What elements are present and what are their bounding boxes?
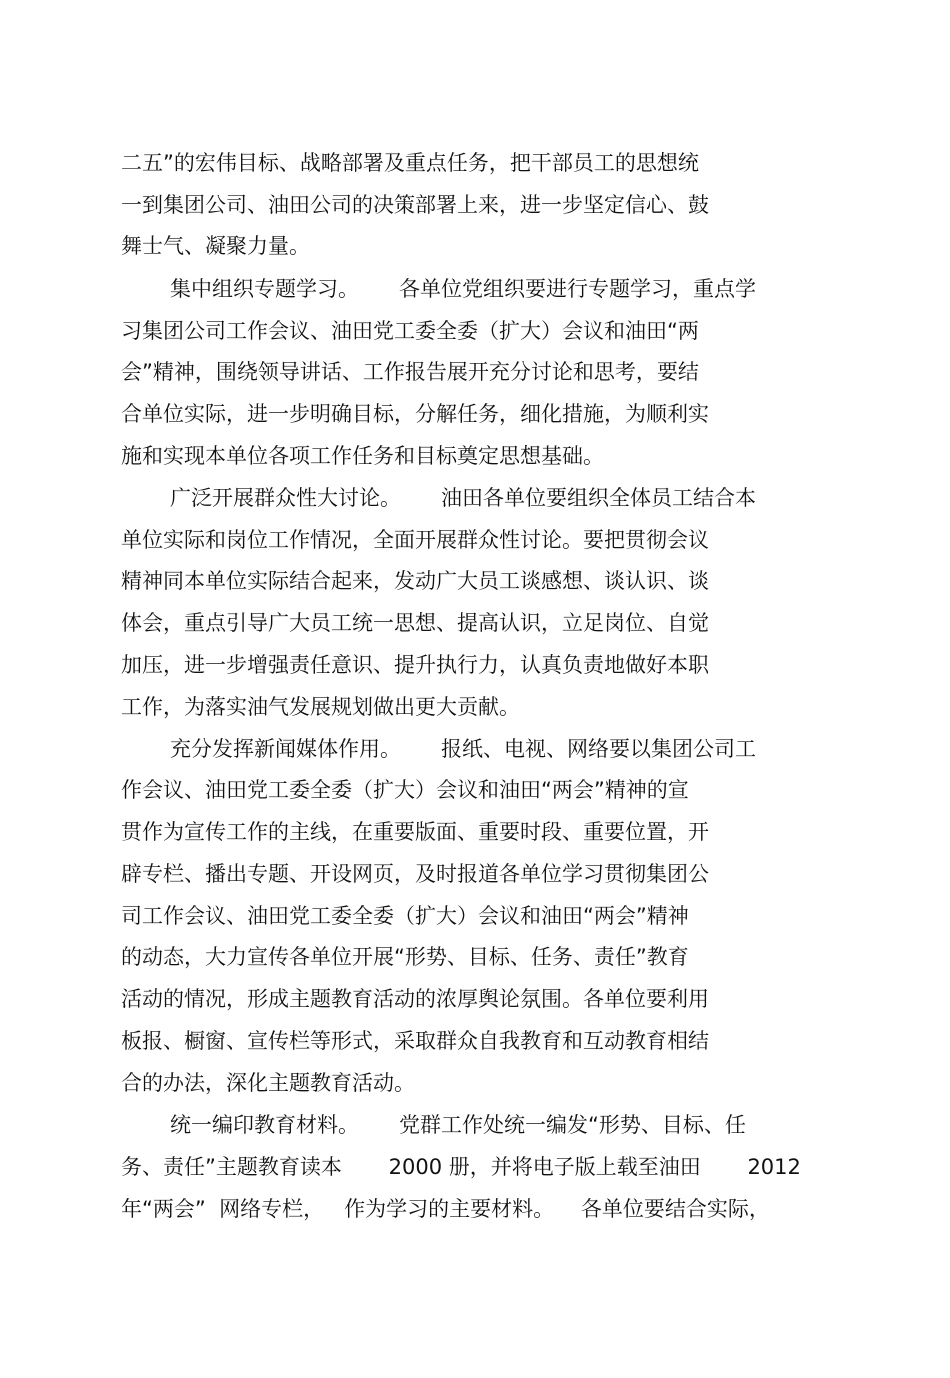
paragraph-heading-line: 充分发挥新闻媒体作用。 报纸、电视、网络要以集团公司工 [170,737,757,761]
text-line: 司工作会议、油田党工委全委（扩大）会议和油田“两会”精神 [121,904,689,928]
text-line: 辟专栏、播出专题、开设网页，及时报道各单位学习贯彻集团公 [121,862,709,886]
paragraph-heading-line: 广泛开展群众性大讨论。 油田各单位要组织全体员工结合本 [170,486,757,510]
text-line: 单位实际和岗位工作情况，全面开展群众性讨论。要把贯彻会议 [121,528,709,552]
text-line: 贯作为宣传工作的主线，在重要版面、重要时段、重要位置，开 [121,820,709,844]
text-line: 一到集团公司、油田公司的决策部署上来，进一步坚定信心、鼓 [121,193,709,217]
text-line: 精神同本单位实际结合起来，发动广大员工谈感想、谈认识、谈 [121,569,709,593]
text-line: 板报、橱窗、宣传栏等形式，采取群众自我教育和互动教育相结 [121,1029,709,1053]
text-line: 舞士气、凝聚力量。 [121,234,310,258]
text-line: 加压，进一步增强责任意识、提升执行力，认真负责地做好本职 [121,653,709,677]
text-line: 活动的情况，形成主题教育活动的浓厚舆论氛围。各单位要利用 [121,987,709,1011]
text-line: 施和实现本单位各项工作任务和目标奠定思想基础。 [121,444,604,468]
text-line: 工作，为落实油气发展规划做出更大贡献。 [121,695,520,719]
text-line: 务、责任”主题教育读本 2000 册，并将电子版上载至油田 2012 [121,1155,801,1179]
text-line: 合的办法，深化主题教育活动。 [121,1071,415,1095]
text-line: 合单位实际，进一步明确目标，分解任务，细化措施，为顺利实 [121,402,709,426]
text-line: 年“两会” 网络专栏， 作为学习的主要材料。 各单位要结合实际， [121,1197,770,1221]
paragraph-heading-line: 统一编印教育材料。 党群工作处统一编发“形势、目标、任 [170,1113,746,1137]
text-line: 体会，重点引导广大员工统一思想、提高认识，立足岗位、自觉 [121,611,709,635]
text-line: 作会议、油田党工委全委（扩大）会议和油田“两会”精神的宣 [121,778,689,802]
text-line: 二五”的宏伟目标、战略部署及重点任务，把干部员工的思想统 [121,151,699,175]
text-line: 习集团公司工作会议、油田党工委全委（扩大）会议和油田“两 [121,319,699,343]
paragraph-heading-line: 集中组织专题学习。 各单位党组织要进行专题学习，重点学 [170,277,757,301]
text-line: 的动态，大力宣传各单位开展“形势、目标、任务、责任”教育 [121,945,689,969]
text-line: 会”精神，围绕领导讲话、工作报告展开充分讨论和思考，要结 [121,360,699,384]
